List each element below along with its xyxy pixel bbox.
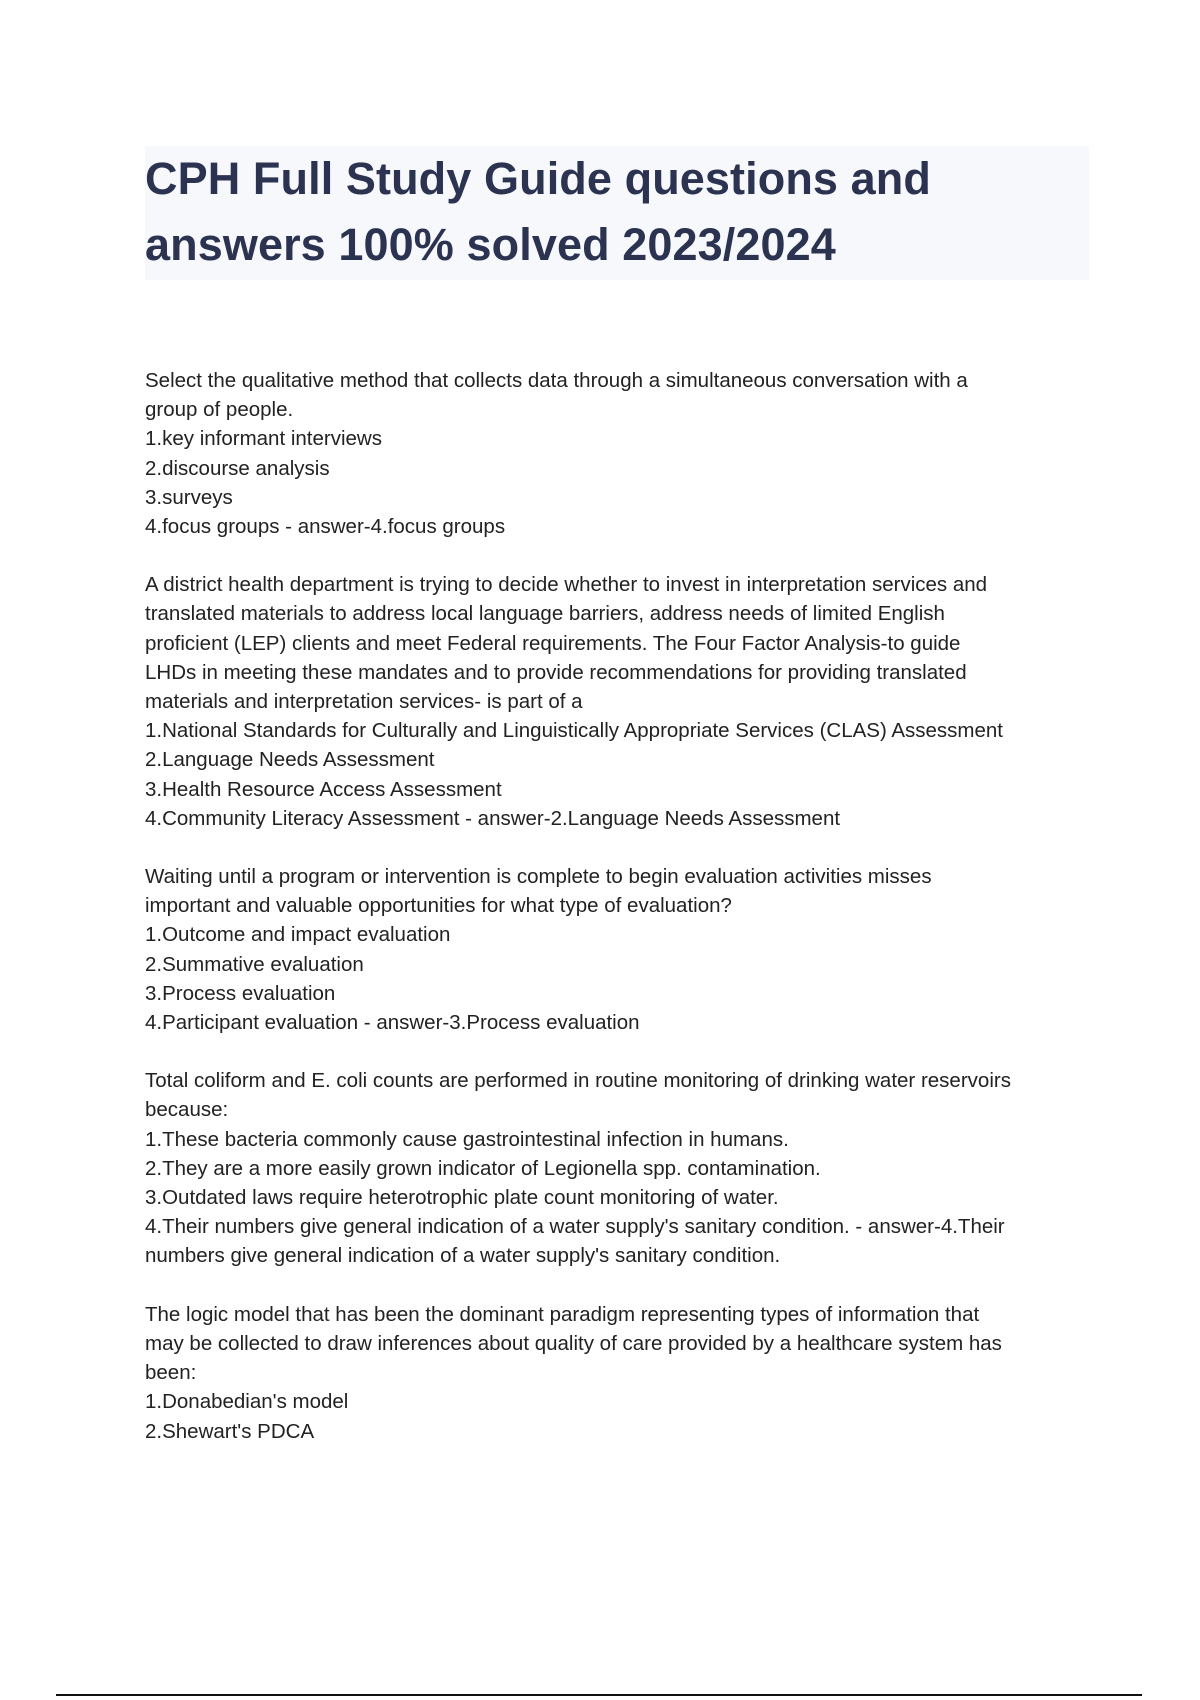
answer-option: 3.Process evaluation xyxy=(145,981,336,1005)
document-title: CPH Full Study Guide questions and answers 100% solved 2023/2024 xyxy=(145,153,931,270)
question-text-line: Total coliform and E. coli counts are performed in routine monitoring of drinking water reservoirs xyxy=(145,1069,1011,1093)
page-bottom-rule xyxy=(56,1694,1142,1696)
answer-option: 2.discourse analysis xyxy=(145,456,330,480)
question-block xyxy=(145,862,1095,1037)
question-text-line: group of people. xyxy=(145,398,294,422)
answer-option: 3.Outdated laws require heterotrophic plate count monitoring of water. xyxy=(145,1186,779,1210)
answer-option-with-answer: 4.Community Literacy Assessment - answer-2.Language Needs Assessment xyxy=(145,806,841,830)
answer-option: 1.These bacteria commonly cause gastrointestinal infection in humans. xyxy=(145,1127,789,1151)
answer-option: 1.key informant interviews xyxy=(145,427,382,451)
question-block xyxy=(145,570,1095,833)
answer-continuation: numbers give general indication of a water supply's sanitary condition. xyxy=(145,1244,781,1268)
answer-option: 3.surveys xyxy=(145,485,233,509)
answer-option-with-answer: 4.focus groups - answer-4.focus groups xyxy=(145,515,506,539)
question-block xyxy=(145,1300,1095,1446)
answer-option: 3.Health Resource Access Assessment xyxy=(145,777,502,801)
question-text-line: may be collected to draw inferences about quality of care provided by a healthcare system has xyxy=(145,1331,1002,1355)
question-text-line: LHDs in meeting these mandates and to provide recommendations for providing translated xyxy=(145,660,967,684)
question-block xyxy=(145,1066,1095,1270)
question-block xyxy=(145,366,1095,541)
answer-option: 1.National Standards for Culturally and Linguistically Appropriate Services (CLAS) Assessment xyxy=(145,719,1003,743)
question-text-line: important and valuable opportunities for what type of evaluation? xyxy=(145,894,732,918)
question-text-line: A district health department is trying to decide whether to invest in interpretation services and xyxy=(145,573,988,597)
question-text-line: Waiting until a program or intervention is complete to begin evaluation activities misses xyxy=(145,865,932,889)
question-text-line: materials and interpretation services- is part of a xyxy=(145,690,583,714)
answer-option: 2.They are a more easily grown indicator of Legionella spp. contamination. xyxy=(145,1156,821,1180)
question-text-line: been: xyxy=(145,1361,197,1385)
title-block xyxy=(145,146,1089,280)
answer-option: 2.Summative evaluation xyxy=(145,952,364,976)
answer-option-with-answer: 4.Participant evaluation - answer-3.Process evaluation xyxy=(145,1011,640,1035)
question-text-line: because: xyxy=(145,1098,229,1122)
question-text-line: proficient (LEP) clients and meet Federal requirements. The Four Factor Analysis-to guide xyxy=(145,631,961,655)
answer-option: 2.Language Needs Assessment xyxy=(145,748,435,772)
document-content xyxy=(145,366,1095,1475)
answer-option: 2.Shewart's PDCA xyxy=(145,1419,315,1443)
answer-option: 1.Outcome and impact evaluation xyxy=(145,923,451,947)
question-text-line: translated materials to address local language barriers, address needs of limited English xyxy=(145,602,945,626)
question-text-line: The logic model that has been the dominant paradigm representing types of information that xyxy=(145,1302,980,1326)
answer-option: 1.Donabedian's model xyxy=(145,1390,349,1414)
question-text-line: Select the qualitative method that collects data through a simultaneous conversation with a xyxy=(145,369,968,392)
answer-option-with-answer: 4.Their numbers give general indication of a water supply's sanitary condition. - answer-4.Their xyxy=(145,1215,1005,1239)
